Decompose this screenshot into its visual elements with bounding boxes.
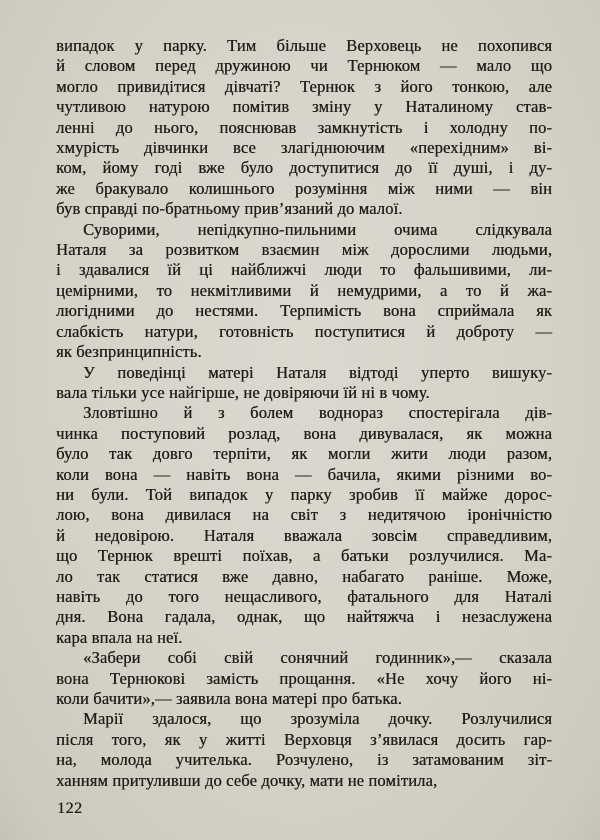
text-line: Марії здалося, що зрозуміла дочку. Розлучилися [83,709,552,729]
text-line: і здавалися їй ці найближчі люди то фальшивими, ли- [56,260,552,280]
text-line: що Тернюк врешті поїхав, а батьки розлучилися. Ма- [56,546,552,566]
text-line: чутливою натурою помітив зміну у Наталиному став- [56,97,552,117]
paragraph [56,36,552,220]
text-line: навіть до того нещасливого, фатального для Наталі [56,586,552,606]
text-line: Зловтішно й з болем воднораз спостерігала дів- [83,403,552,423]
text-line: коли вона — навіть вона — бачила, якими різними во- [56,464,552,484]
text-line: випадок у парку. Тим більше Верховець не похопився [56,36,552,55]
text-line: цемірними, то некмітливими й немудрими, а то й жа- [56,280,552,300]
text-line: ком, йому годі вже було доступитися до її душі, і ду- [56,158,552,178]
text-line: могло привидітися дівчаті? Тернюк з його тонкою, але [56,76,552,96]
text-line: «Забери собі свій сонячний годинник»,— сказала [83,648,552,668]
text-line: дня. Вона гадала, однак, що найтяжча і незаслужена [56,607,552,627]
paragraph [56,648,552,709]
text-block [56,36,552,791]
text-line: ленні до нього, пояснював замкнутість і холодну по- [56,117,552,137]
text-line: люгідними до нестями. Терпимість вона сприймала як [56,301,552,321]
text-line: ло так статися вже давно, набагато раніше. Може, [56,566,552,586]
text-line: чинка поступовий розлад, вона дивувалася, як можна [56,423,552,443]
text-line: хмурість дівчинки все злагіднюючим «перехідним» ві- [56,138,552,158]
text-line: й словом перед дружиною чи Тернюком — мало що [56,56,552,76]
text-line: ни були. Той випадок у парку зробив її майже дорос- [56,484,552,504]
text-line: лою, вона дивилася на світ з недитячою іронічністю [56,505,552,525]
text-line: Наталя за розвитком взаємин між дорослими людьми, [56,240,552,260]
text-line: був справді по-братньому прив’язаний до малої. [56,199,403,219]
text-line: на, молода учителька. Розчулено, із затамованим зіт- [56,750,552,770]
text-line: вала тільки усе найгірше, не довіряючи їй ні в чому. [56,382,430,402]
paragraph [56,709,552,791]
text-line: же бракувало колишнього розуміння між ними — він [56,178,552,198]
text-line: й недовірою. Наталя вважала зовсім справедливим, [56,525,552,545]
paragraph [56,220,552,363]
text-line: Суворими, непідкупно-пильними очима слідкувала [83,219,552,239]
text-line: слабкість натури, готовність поступитися й доброту — [56,321,552,341]
text-line: як безпринципність. [56,342,202,362]
page-number: 122 [57,800,83,817]
paragraph [56,403,552,648]
text-line: після того, як у житті Верховця з’явилася досить гар- [56,729,552,749]
text-line: коли бачити»,— заявила вона матері про батька. [56,689,402,708]
text-line: було так довго терпіти, як могли жити люди разом, [56,444,552,464]
paragraph [56,363,552,404]
text-line: вона Тернюкові замість прощання. «Не хочу його ні- [56,668,552,688]
text-line: кара впала на неї. [56,627,183,647]
text-line: У поведінці матері Наталя відтоді уперто вишуку- [83,362,552,382]
text-line: ханням притуливши до себе дочку, мати не помітила, [56,770,438,790]
